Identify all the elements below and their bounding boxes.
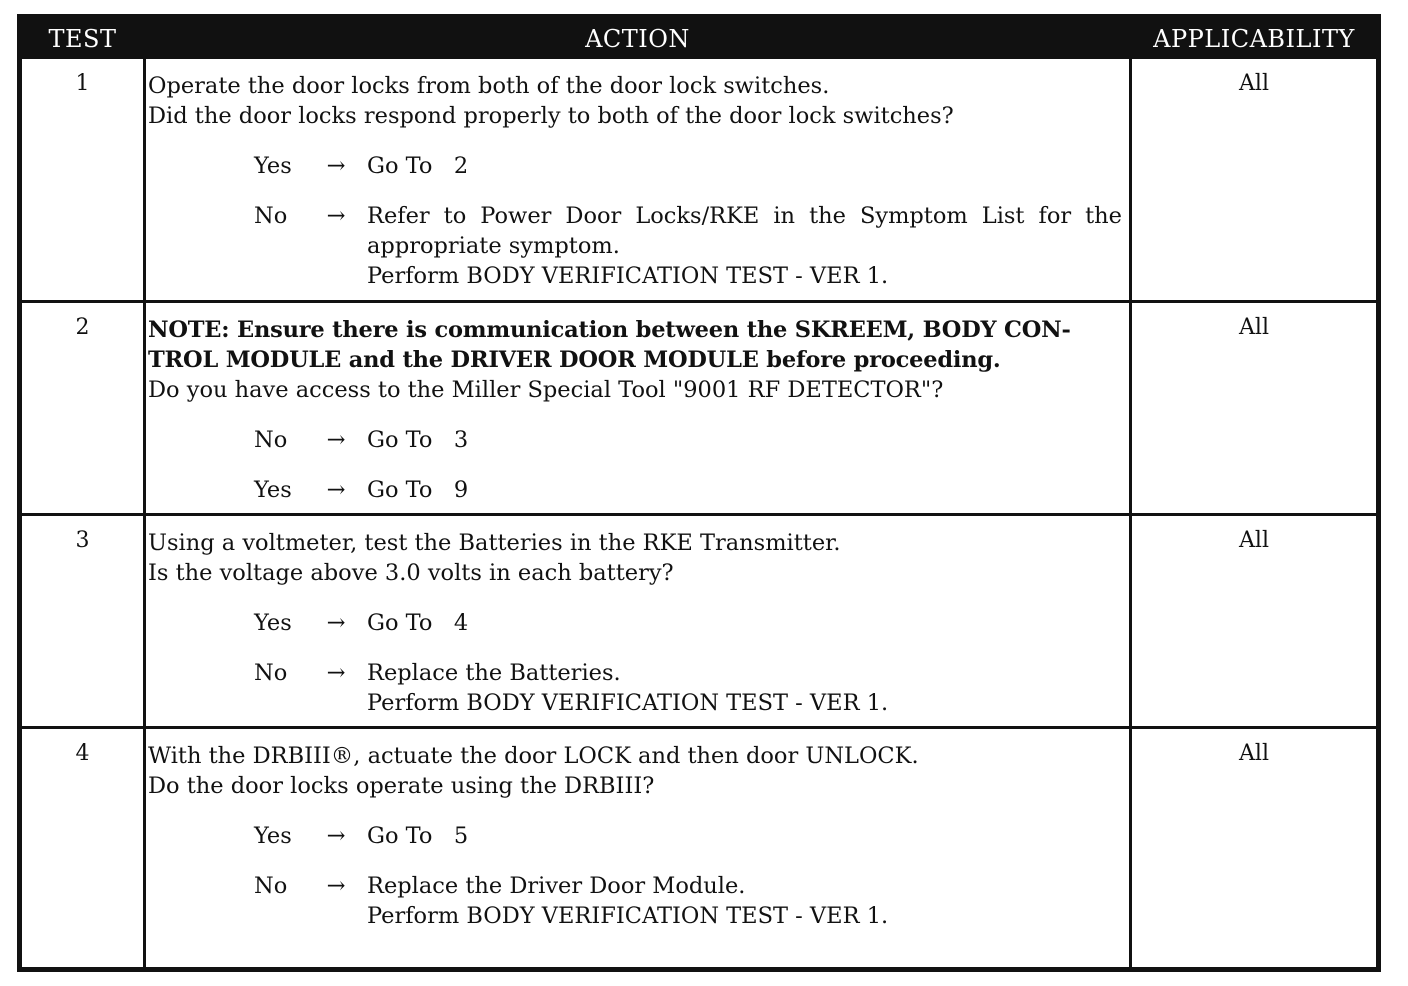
option-result: Perform BODY VERIFICATION TEST - VER 1. — [367, 903, 889, 929]
option-yes — [254, 151, 1122, 181]
option-no — [254, 425, 1122, 455]
option-no — [254, 201, 1122, 291]
arrow-icon: → — [326, 477, 346, 503]
arrow-icon: → — [326, 660, 346, 686]
option-result: Go To 9 — [367, 477, 469, 503]
test-number: 3 — [75, 528, 90, 553]
option-result: appropriate symptom. — [367, 233, 620, 259]
question-line: Do you have access to the Miller Special Tool "9001 RF DETECTOR"? — [148, 377, 944, 403]
option-label: No — [254, 873, 288, 899]
test-number: 1 — [75, 71, 90, 96]
table-row — [22, 303, 1376, 513]
option-yes — [254, 475, 1122, 505]
action-cell — [148, 741, 1122, 931]
note-line: TROL MODULE and the DRIVER DOOR MODULE before proceeding. — [148, 347, 1001, 373]
option-label: No — [254, 203, 288, 229]
arrow-icon: → — [326, 610, 346, 636]
arrow-icon: → — [326, 427, 346, 453]
option-yes — [254, 608, 1122, 638]
arrow-icon: → — [326, 153, 346, 179]
option-label: No — [254, 427, 288, 453]
option-label: Yes — [254, 610, 292, 636]
option-result: Refer to Power Door Locks/RKE in the Symptom List for the — [367, 203, 1122, 229]
option-result: Go To 2 — [367, 153, 469, 179]
option-label: No — [254, 660, 288, 686]
action-cell — [148, 315, 1122, 505]
diagnostic-table — [17, 14, 1381, 972]
option-result: Replace the Driver Door Module. — [367, 873, 746, 899]
header-test: TEST — [48, 25, 117, 53]
option-label: Yes — [254, 153, 292, 179]
option-result: Go To 3 — [367, 427, 469, 453]
option-label: Yes — [254, 823, 292, 849]
arrow-icon: → — [326, 823, 346, 849]
arrow-icon: → — [326, 203, 346, 229]
table-row — [22, 59, 1376, 300]
question-line: Operate the door locks from both of the door lock switches. — [148, 73, 830, 99]
test-number: 2 — [75, 315, 90, 340]
applicability-value: All — [1239, 315, 1269, 340]
option-yes — [254, 821, 1122, 851]
option-result: Replace the Batteries. — [367, 660, 621, 686]
question-line: Do the door locks operate using the DRBIII? — [148, 773, 655, 799]
question-line: Is the voltage above 3.0 volts in each battery? — [148, 560, 674, 586]
table-row — [22, 729, 1376, 967]
question-line: Did the door locks respond properly to both of the door lock switches? — [148, 103, 954, 129]
option-result: Go To 5 — [367, 823, 469, 849]
applicability-value: All — [1239, 71, 1269, 96]
table-row — [22, 516, 1376, 726]
arrow-icon: → — [326, 873, 346, 899]
action-cell — [148, 528, 1122, 718]
table-header — [22, 19, 1376, 59]
note-line: NOTE: Ensure there is communication between the SKREEM, BODY CON- — [148, 317, 1071, 343]
applicability-value: All — [1239, 741, 1269, 766]
applicability-value: All — [1239, 528, 1269, 553]
option-no — [254, 871, 1122, 931]
option-result: Go To 4 — [367, 610, 469, 636]
option-label: Yes — [254, 477, 292, 503]
question-line: With the DRBIII®, actuate the door LOCK and then door UNLOCK. — [148, 743, 919, 769]
header-action: ACTION — [585, 25, 690, 53]
test-number: 4 — [75, 741, 90, 766]
option-no — [254, 658, 1122, 718]
header-applicability: APPLICABILITY — [1153, 25, 1355, 53]
option-result: Perform BODY VERIFICATION TEST - VER 1. — [367, 690, 889, 716]
action-cell — [148, 71, 1122, 291]
question-line: Using a voltmeter, test the Batteries in the RKE Transmitter. — [148, 530, 841, 556]
option-result: Perform BODY VERIFICATION TEST - VER 1. — [367, 263, 889, 289]
